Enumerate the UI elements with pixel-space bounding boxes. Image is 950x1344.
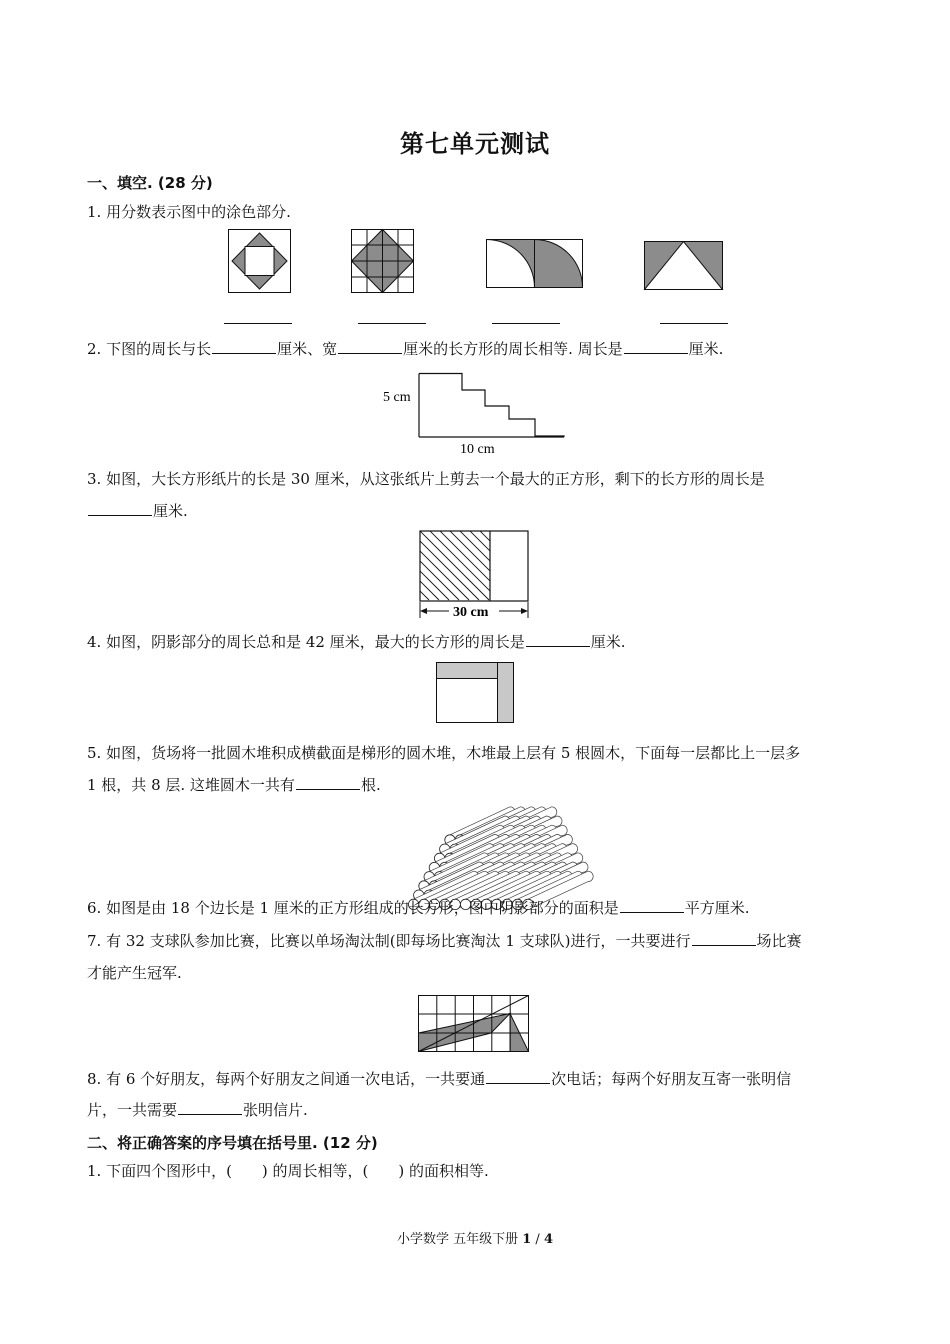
q2-perimeter-blank[interactable] bbox=[624, 339, 688, 354]
question-8-line-1: 8. 有 6 个好朋友，每两个好朋友之间通一次电话，一共要通 次电话；每两个好朋友互寄一张明信 bbox=[87, 1070, 792, 1088]
q2-height-label: 5 cm bbox=[383, 390, 411, 405]
question-2: 2. 下图的周长与长 厘米、宽 厘米的长方形的周长相等. 周长是 厘米. bbox=[87, 340, 724, 358]
q2-width-label: 10 cm bbox=[460, 442, 495, 457]
q1-figure-triangle-corners bbox=[644, 241, 724, 291]
q2-length-blank[interactable] bbox=[212, 339, 276, 354]
q1-figure-grid-diamond bbox=[351, 229, 415, 294]
q4-rectangle-figure bbox=[436, 662, 516, 724]
question-3-line-2: 厘米. bbox=[87, 495, 867, 527]
footer-page-number: 1 bbox=[522, 1232, 532, 1247]
page-footer: 小学数学 五年级下册 1 / 4 bbox=[396, 1232, 553, 1247]
q8-postcards-blank[interactable] bbox=[178, 1100, 242, 1115]
q5-logs-blank[interactable] bbox=[296, 775, 360, 790]
section-heading-multiple-choice: 二、将正确答案的序号填在括号里. (12 分) bbox=[87, 1134, 378, 1152]
question-3-line-1: 3. 如图，大长方形纸片的长是 30 厘米，从这张纸片上剪去一个最大的正方形，剩下的长方形的周长是 bbox=[87, 470, 765, 488]
q1-answer-blank-3[interactable] bbox=[492, 323, 560, 324]
question-5-line-2: 1 根，共 8 层. 这堆圆木一共有 根. bbox=[87, 776, 381, 794]
q1-figure-quarter-circles bbox=[486, 239, 584, 289]
q6-area-blank[interactable] bbox=[620, 898, 684, 913]
q3-perimeter-blank[interactable] bbox=[88, 501, 152, 516]
q8-calls-blank[interactable] bbox=[486, 1069, 550, 1084]
question-6: 6. 如图是由 18 个边长是 1 厘米的正方形组成的长方形，图中阴影部分的面积是 平方厘米. bbox=[87, 899, 750, 917]
question-5-line-1: 5. 如图，货场将一批圆木堆积成横截面是梯形的圆木堆，木堆最上层有 5 根圆木，下面每一层都比上一层多 bbox=[87, 744, 801, 762]
footer-subject: 小学数学 五年级下册 bbox=[396, 1232, 523, 1247]
q1-figure-square-diamond bbox=[228, 229, 292, 294]
q1-answer-blank-1[interactable] bbox=[224, 323, 292, 324]
q3-rectangle-figure bbox=[419, 530, 531, 620]
section-heading-fill-in: 一、填空. (28 分) bbox=[87, 174, 213, 192]
question-4: 4. 如图，阴影部分的周长总和是 42 厘米，最大的长方形的周长是 厘米. bbox=[87, 633, 626, 651]
q2-width-blank[interactable] bbox=[338, 339, 402, 354]
q1-answer-blank-2[interactable] bbox=[358, 323, 426, 324]
q6-grid-figure bbox=[418, 995, 533, 1053]
question-8-line-2: 片，一共需要 张明信片. bbox=[87, 1101, 308, 1119]
q3-width-label: 30 cm bbox=[453, 605, 489, 620]
question-1: 1. 用分数表示图中的涂色部分. bbox=[87, 203, 291, 221]
q1-answer-blank-4[interactable] bbox=[660, 323, 728, 324]
q2-staircase-figure bbox=[380, 370, 570, 455]
question-7-line-1: 7. 有 32 支球队参加比赛，比赛以单场淘汰制(即每场比赛淘汰 1 支球队)进行，一共要进行 场比赛 bbox=[87, 932, 802, 950]
q4-perimeter-blank[interactable] bbox=[526, 632, 590, 647]
q7-matches-blank[interactable] bbox=[692, 931, 756, 946]
section2-question-1: 1. 下面四个图形中，( ) 的周长相等，( ) 的面积相等. bbox=[87, 1162, 489, 1180]
question-7-line-2: 才能产生冠军. bbox=[87, 964, 182, 982]
q5-log-pile-figure bbox=[415, 800, 545, 890]
footer-page-total: 4 bbox=[543, 1232, 553, 1247]
page-title: 第七单元测试 bbox=[400, 130, 550, 158]
